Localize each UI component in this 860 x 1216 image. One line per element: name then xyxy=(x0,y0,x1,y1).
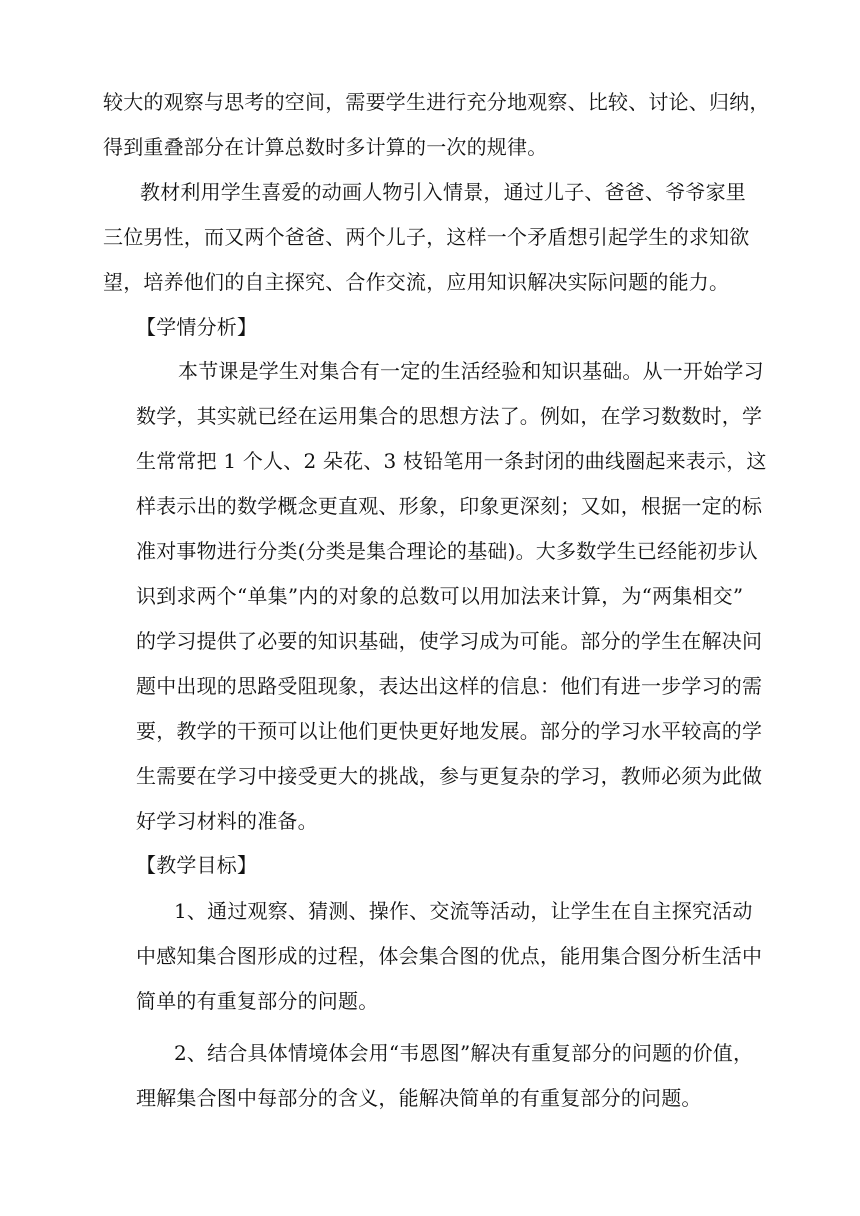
text-line: 生需要在学习中接受更大的挑战，参与更复杂的学习，教师必须为此做 xyxy=(136,764,763,788)
text-line: 的学习提供了必要的知识基础，使学习成为可能。部分的学生在解决问 xyxy=(136,629,763,653)
text-line: 2、结合具体情境体会用“韦恩图”解决有重复部分的问题的价值， xyxy=(174,1041,754,1065)
section-heading-student-analysis: 【学情分析】 xyxy=(136,315,258,339)
text-line: 准对事物进行分类(分类是集合理论的基础)。大多数学生已经能初步认 xyxy=(136,539,759,563)
text-line: 教材利用学生喜爱的动画人物引入情景，通过儿子、爸爸、爷爷家里 xyxy=(140,180,746,204)
text-line: 望，培养他们的自主探究、合作交流，应用知识解决实际问题的能力。 xyxy=(103,270,730,294)
text-line: 生常常把 1 个人、2 朵花、3 枝铅笔用一条封闭的曲线圈起来表示，这 xyxy=(136,449,767,473)
text-line: 本节课是学生对集合有一定的生活经验和知识基础。从一开始学习 xyxy=(178,359,764,383)
text-line: 三位男性，而又两个爸爸、两个儿子，这样一个矛盾想引起学生的求知欲 xyxy=(103,225,750,249)
text-line: 样表示出的数学概念更直观、形象，印象更深刻；又如，根据一定的标 xyxy=(136,494,763,518)
text-line: 识到求两个“单集”内的对象的总数可以用加法来计算，为“两集相交” xyxy=(136,584,744,608)
text-line: 理解集合图中每部分的含义，能解决简单的有重复部分的问题。 xyxy=(136,1086,702,1110)
text-line: 1、通过观察、猜测、操作、交流等活动，让学生在自主探究活动 xyxy=(174,899,753,923)
text-line: 简单的有重复部分的问题。 xyxy=(136,989,379,1013)
text-line: 数学，其实就已经在运用集合的思想方法了。例如，在学习数数时，学 xyxy=(136,404,763,428)
section-heading-teaching-goals: 【教学目标】 xyxy=(136,853,258,877)
text-line: 得到重叠部分在计算总数时多计算的一次的规律。 xyxy=(103,135,548,159)
text-line: 中感知集合图形成的过程，体会集合图的优点，能用集合图分析生活中 xyxy=(136,944,763,968)
text-line: 好学习材料的准备。 xyxy=(136,809,318,833)
text-line: 题中出现的思路受阻现象，表达出这样的信息：他们有进一步学习的需 xyxy=(136,674,763,698)
text-line: 较大的观察与思考的空间，需要学生进行充分地观察、比较、讨论、归纳， xyxy=(103,90,770,114)
text-line: 要，教学的干预可以让他们更快更好地发展。部分的学习水平较高的学 xyxy=(136,719,763,743)
